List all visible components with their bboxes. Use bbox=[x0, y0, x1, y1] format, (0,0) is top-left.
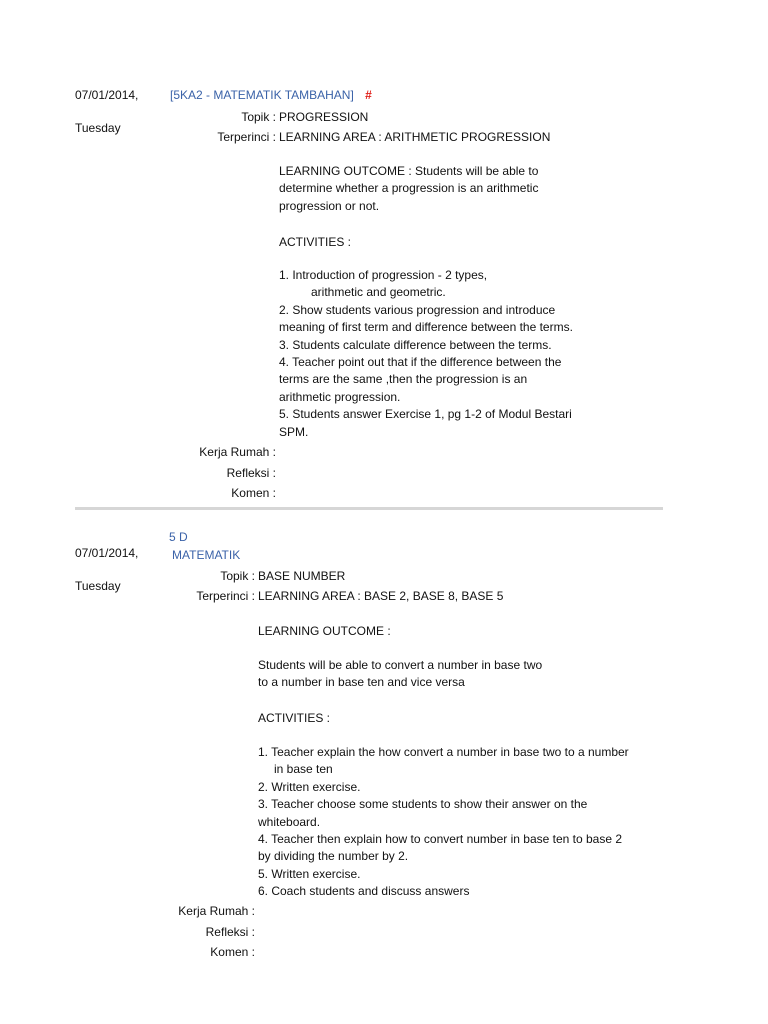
topik-label: Topik : bbox=[220, 569, 255, 583]
outcome-line: Students will be able to convert a number in base two bbox=[258, 658, 543, 672]
activities-list bbox=[279, 267, 573, 441]
activity-line: 5. Written exercise. bbox=[258, 866, 361, 881]
terperinci-label: Terperinci : bbox=[196, 589, 255, 603]
activity-line: meaning of first term and difference between the terms. bbox=[279, 320, 573, 335]
learning-outcome bbox=[258, 657, 542, 692]
refleksi-label: Refleksi : bbox=[226, 466, 276, 480]
topik-value: BASE NUMBER bbox=[258, 569, 346, 583]
outcome-line: to a number in base ten and vice versa bbox=[258, 675, 465, 690]
learning-outcome bbox=[279, 163, 538, 215]
class-code: [5KA2 - MATEMATIK TAMBAHAN] bbox=[170, 88, 354, 102]
entry-day: Tuesday bbox=[75, 579, 121, 593]
komen-label: Komen : bbox=[231, 486, 276, 500]
terperinci-label: Terperinci : bbox=[217, 130, 276, 144]
activity-line: 1. Introduction of progression - 2 types, bbox=[279, 268, 488, 282]
entry-date: 07/01/2014, bbox=[75, 546, 139, 560]
activity-line: by dividing the number by 2. bbox=[258, 849, 409, 864]
activities-heading: ACTIVITIES : bbox=[258, 711, 331, 725]
komen-label: Komen : bbox=[210, 945, 255, 959]
entry-date: 07/01/2014, bbox=[75, 88, 139, 102]
outcome-line: LEARNING OUTCOME : Students will be able to bbox=[279, 164, 539, 178]
entry-day: Tuesday bbox=[75, 121, 121, 135]
activity-line: 6. Coach students and discuss answers bbox=[258, 884, 470, 899]
outcome-line: determine whether a progression is an arithmetic bbox=[279, 181, 539, 196]
terperinci-value: LEARNING AREA : BASE 2, BASE 8, BASE 5 bbox=[258, 589, 504, 603]
kerja-rumah-label: Kerja Rumah : bbox=[199, 445, 276, 459]
activity-line: arithmetic and geometric. bbox=[311, 285, 446, 300]
activity-line: 3. Teacher choose some students to show their answer on the bbox=[258, 797, 588, 812]
activity-line: SPM. bbox=[279, 424, 309, 439]
activity-line: in base ten bbox=[274, 762, 333, 777]
activity-line: whiteboard. bbox=[258, 814, 321, 829]
activities-list bbox=[258, 744, 629, 901]
topik-label: Topik : bbox=[241, 110, 276, 124]
refleksi-label: Refleksi : bbox=[205, 925, 255, 939]
activity-line: 4. Teacher then explain how to convert number in base ten to base 2 bbox=[258, 832, 623, 847]
class-code: 5 D bbox=[169, 530, 188, 544]
outcome-heading: LEARNING OUTCOME : bbox=[258, 624, 391, 638]
entry-divider bbox=[75, 507, 663, 510]
activity-line: terms are the same ,then the progression is an bbox=[279, 372, 528, 387]
terperinci-value: LEARNING AREA : ARITHMETIC PROGRESSION bbox=[279, 130, 551, 144]
outcome-line: progression or not. bbox=[279, 198, 380, 213]
activity-line: 3. Students calculate difference between the terms. bbox=[279, 337, 552, 352]
activity-line: 5. Students answer Exercise 1, pg 1-2 of Modul Bestari bbox=[279, 407, 572, 422]
activity-line: 4. Teacher point out that if the difference between the bbox=[279, 355, 562, 370]
activities-heading: ACTIVITIES : bbox=[279, 235, 352, 249]
activity-line: 2. Show students various progression and introduce bbox=[279, 302, 556, 317]
activity-line: 1. Teacher explain the how convert a number in base two to a number bbox=[258, 745, 629, 759]
class-heading bbox=[170, 88, 372, 103]
class-marker: # bbox=[365, 88, 372, 102]
activity-line: 2. Written exercise. bbox=[258, 779, 361, 794]
kerja-rumah-label: Kerja Rumah : bbox=[178, 904, 255, 918]
activity-line: arithmetic progression. bbox=[279, 389, 401, 404]
subject-name: MATEMATIK bbox=[172, 548, 241, 562]
topik-value: PROGRESSION bbox=[279, 110, 369, 124]
